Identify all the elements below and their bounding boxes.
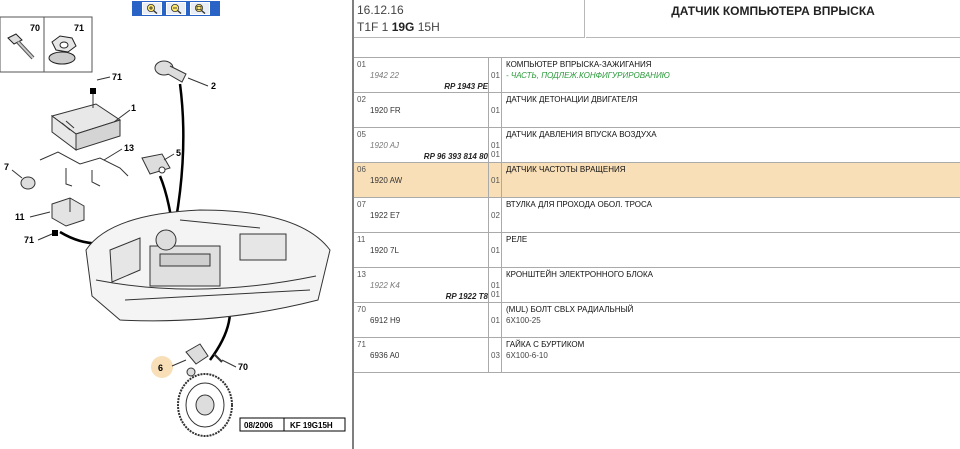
zoom-in-button[interactable] (142, 2, 162, 15)
map-sensor-drawing (142, 154, 170, 174)
magnifier-plus-icon (145, 3, 159, 14)
part-index: 02 (357, 95, 366, 104)
diagram-footer-code: KF 19G15H (290, 421, 333, 430)
part-quantity-secondary: 01 (491, 290, 500, 299)
callout-71-top: 71 (74, 23, 85, 33)
callout-70-bottom: 70 (238, 362, 249, 372)
exploded-diagram-pane[interactable] (0, 0, 352, 449)
part-row[interactable] (354, 58, 960, 93)
part-name: ДАТЧИК ЧАСТОТЫ ВРАЩЕНИЯ (506, 165, 626, 174)
part-quantity: 01 (491, 176, 500, 185)
part-quantity: 03 (491, 351, 500, 360)
part-reference: 1922 E7 (370, 211, 400, 220)
page-title: ДАТЧИК КОМПЬЮТЕРА ВПРЫСКА (586, 0, 960, 38)
flywheel-drawing (178, 374, 232, 436)
part-index: 07 (357, 200, 366, 209)
magnifier-fit-icon (193, 3, 207, 14)
part-index: 13 (357, 270, 366, 279)
part-index: 70 (357, 305, 366, 314)
callout-5: 5 (176, 148, 182, 158)
part-ref-cell (354, 163, 489, 197)
part-qty-cell (489, 198, 502, 232)
part-name: КРОНШТЕЙН ЭЛЕКТРОННОГО БЛОКА (506, 270, 653, 279)
part-name: РЕЛЕ (506, 235, 528, 244)
part-reference: 6936 A0 (370, 351, 400, 360)
part-row[interactable] (354, 268, 960, 303)
part-reference: 6912 H9 (370, 316, 401, 325)
callout-2: 2 (211, 81, 217, 91)
part-qty-cell (489, 233, 502, 267)
part-reference: 1942 22 (370, 71, 399, 80)
part-qty-cell (489, 163, 502, 197)
header-info (354, 0, 585, 38)
part-row[interactable] (354, 338, 960, 373)
parts-table (354, 57, 960, 373)
relay-drawing (52, 198, 84, 226)
part-ref-cell (354, 338, 489, 372)
part-row[interactable] (354, 233, 960, 268)
magnifier-minus-icon (169, 3, 183, 14)
bracket-drawing (40, 152, 128, 186)
callout-11: 11 (15, 212, 25, 222)
part-qty-cell (489, 128, 502, 162)
part-qty-cell (489, 93, 502, 127)
part-spec: 6X100-25 (506, 316, 541, 325)
part-pr-reference: RP 1943 PE (444, 82, 488, 91)
speed-sensor-drawing (186, 344, 208, 376)
catalog-code (357, 20, 440, 34)
part-name: ДАТЧИК ДАВЛЕНИЯ ВПУСКА ВОЗДУХА (506, 130, 657, 139)
part-row[interactable] (354, 93, 960, 128)
part-quantity: 01 (491, 246, 500, 255)
part-index: 11 (357, 235, 366, 244)
part-qty-cell (489, 58, 502, 92)
part-index: 05 (357, 130, 366, 139)
part-reference: 1922 K4 (370, 281, 400, 290)
catalog-date: 16.12.16 (357, 3, 404, 17)
part-ref-cell (354, 303, 489, 337)
callout-1: 1 (131, 103, 137, 113)
part-ref-cell (354, 233, 489, 267)
part-quantity: 01 (491, 106, 500, 115)
callout-13: 13 (124, 143, 135, 153)
part-reference: 1920 FR (370, 106, 401, 115)
part-reference: 1920 AJ (370, 141, 400, 150)
part-quantity: 01 (491, 141, 500, 150)
part-quantity: 01 (491, 71, 500, 80)
part-index: 06 (357, 165, 366, 174)
grommet-drawing (21, 177, 35, 189)
part-quantity: 01 (491, 281, 500, 290)
exploded-diagram (0, 0, 352, 449)
part-name: ДАТЧИК ДЕТОНАЦИИ ДВИГАТЕЛЯ (506, 95, 638, 104)
part-qty-cell (489, 338, 502, 372)
catalog-code-suffix: 15H (417, 20, 440, 34)
part-name: ГАЙКА С БУРТИКОМ (506, 340, 585, 349)
part-reference: 1920 AW (370, 176, 403, 185)
part-index: 71 (357, 340, 366, 349)
part-reference: 1920 7L (370, 246, 399, 255)
part-index: 01 (357, 60, 366, 69)
part-ref-cell (354, 58, 489, 92)
ecu-drawing (52, 104, 120, 150)
part-quantity-secondary: 01 (491, 150, 500, 159)
parts-list-pane (354, 0, 960, 449)
part-ref-cell (354, 198, 489, 232)
knock-sensor-drawing (155, 61, 186, 82)
zoom-fit-button[interactable] (190, 2, 210, 15)
part-note: - ЧАСТЬ, ПОДЛЕЖ.КОНФИГУРИРОВАНИЮ (506, 71, 670, 80)
part-ref-cell (354, 93, 489, 127)
part-qty-cell (489, 303, 502, 337)
part-row[interactable] (354, 198, 960, 233)
part-name: КОМПЬЮТЕР ВПРЫСКА-ЗАЖИГАНИЯ (506, 60, 652, 69)
part-spec: 6X100-6-10 (506, 351, 548, 360)
part-name: (MUL) БОЛТ CBLX РАДИАЛЬНЫЙ (506, 305, 634, 314)
diagram-footer-date: 08/2006 (244, 421, 273, 430)
zoom-toolbar (132, 1, 220, 16)
zoom-out-button[interactable] (166, 2, 186, 15)
part-row[interactable] (354, 303, 960, 338)
callout-6: 6 (158, 363, 164, 373)
part-pr-reference: RP 1922 T8 (445, 292, 488, 301)
callout-70-top: 70 (30, 23, 41, 33)
catalog-code-bold: 19G (391, 20, 415, 34)
part-ref-cell (354, 268, 489, 302)
callout-7: 7 (4, 162, 10, 172)
catalog-code-prefix: T1F 1 (357, 20, 389, 34)
part-quantity: 02 (491, 211, 500, 220)
part-row[interactable] (354, 163, 960, 198)
callout-71-b: 71 (24, 235, 35, 245)
callout-71-a: 71 (112, 72, 123, 82)
engine-bay-drawing (86, 210, 330, 321)
part-row[interactable] (354, 128, 960, 163)
part-pr-reference: RP 96 393 814 80 (423, 152, 488, 161)
part-name: ВТУЛКА ДЛЯ ПРОХОДА ОБОЛ. ТРОСА (506, 200, 652, 209)
part-qty-cell (489, 268, 502, 302)
part-quantity: 01 (491, 316, 500, 325)
part-ref-cell (354, 128, 489, 162)
